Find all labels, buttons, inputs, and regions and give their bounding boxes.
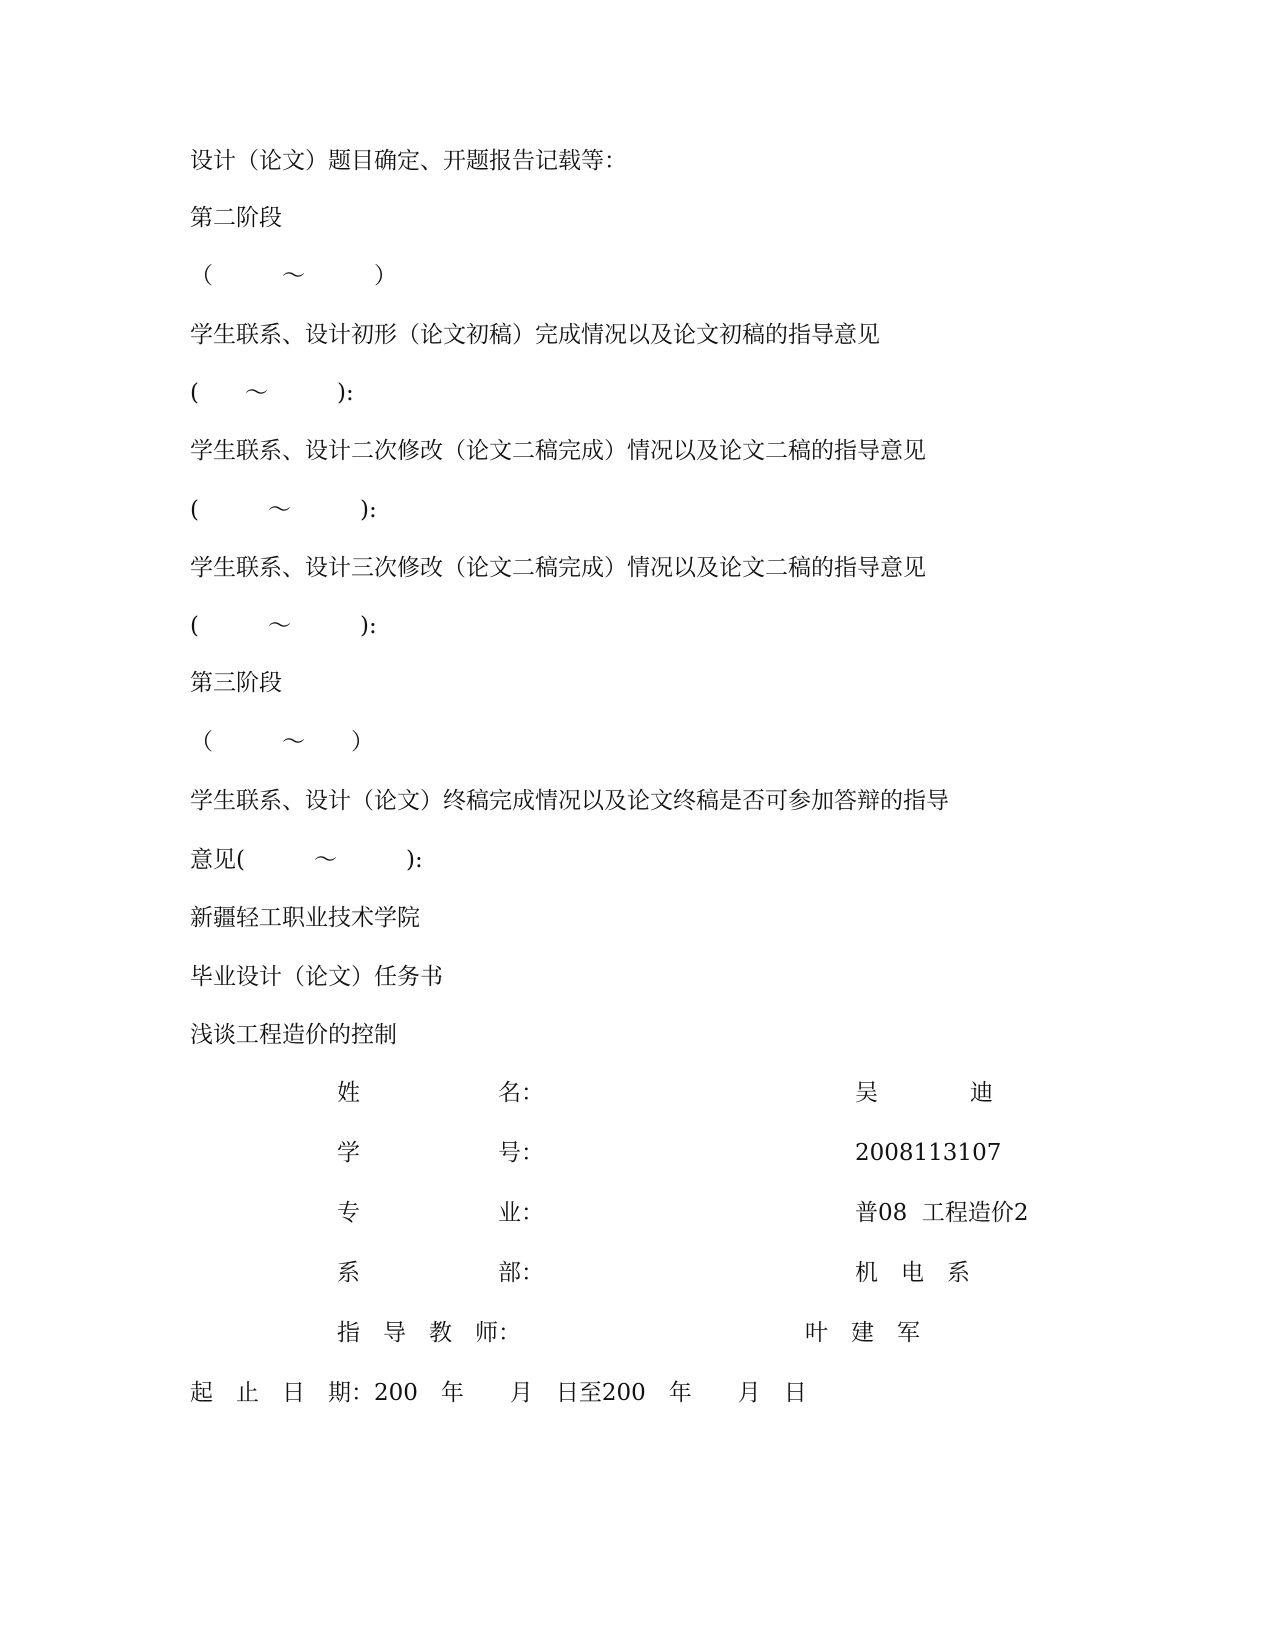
major-label: 专 业：: [337, 1200, 544, 1226]
department-value: 机 电 系: [855, 1260, 970, 1286]
text-line-draft-two: 学生联系、设计二次修改（论文二稿完成）情况以及论文二稿的指导意见: [190, 438, 926, 464]
text-line-draft-one: 学生联系、设计初形（论文初稿）完成情况以及论文初稿的指导意见: [190, 322, 880, 348]
advisor-label: 指 导 教 师：: [337, 1320, 521, 1346]
text-line-draft-three-dates: ( ～ ):: [190, 613, 377, 639]
text-line-stage-two: 第二阶段: [190, 205, 282, 231]
student-id-value: 2008113107: [855, 1140, 1002, 1166]
text-line-stage-three-dates: （ ～ ）: [190, 729, 374, 755]
name-value: 吴 迪: [855, 1080, 993, 1106]
text-line-college: 新疆轻工职业技术学院: [190, 905, 420, 931]
name-label: 姓 名：: [337, 1080, 544, 1106]
text-line-thesis-title: 浅谈工程造价的控制: [190, 1022, 397, 1048]
date-range-line: 起 止 日 期：200 年 月 日至200 年 月 日: [190, 1380, 807, 1406]
text-line-stage-two-dates: （ ～ ）: [190, 263, 397, 289]
major-value: 普08 工程造价2: [855, 1200, 1029, 1226]
text-line-final-draft-dates: 意见( ～ ):: [190, 847, 423, 873]
text-line-task-title: 毕业设计（论文）任务书: [190, 964, 443, 990]
student-id-label: 学 号：: [337, 1140, 544, 1166]
text-line-stage-three: 第三阶段: [190, 670, 282, 696]
text-line-draft-three: 学生联系、设计三次修改（论文二稿完成）情况以及论文二稿的指导意见: [190, 555, 926, 581]
text-line-topic: 设计（论文）题目确定、开题报告记载等：: [190, 148, 627, 174]
advisor-value: 叶 建 军: [805, 1320, 920, 1346]
text-line-final-draft: 学生联系、设计（论文）终稿完成情况以及论文终稿是否可参加答辩的指导: [190, 788, 949, 814]
text-line-draft-two-dates: ( ～ ):: [190, 497, 377, 523]
text-line-draft-one-dates: ( ～ ):: [190, 380, 354, 406]
department-label: 系 部：: [337, 1260, 544, 1286]
